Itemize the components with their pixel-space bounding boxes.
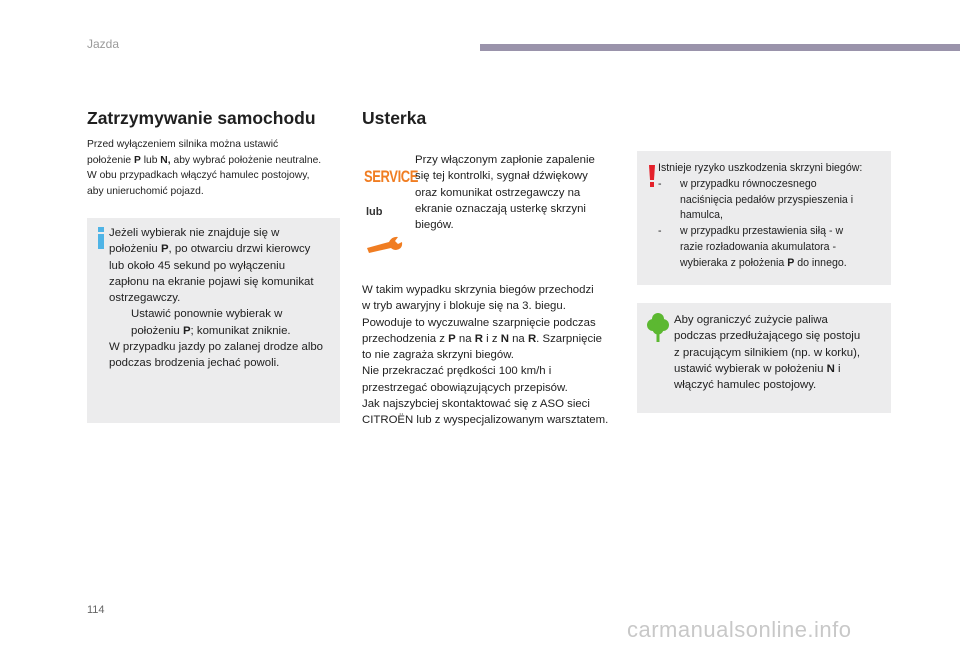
stopping-intro: Przed wyłączeniem silnika można ustawić położenie P lub N, aby wybrać położenie neutralne. W obu przypadkach włączyć hamulec postojowy, aby unieruchomić pojazd. [87,139,322,197]
info-box [87,218,340,423]
fault-lamp-text: Przy włączonym zapłonie zapalenie się tej kontrolki, sygnał dźwiękowy oraz komunikat ostrzegawczy na ekranie oznaczają usterkę skrzyni biegów. [415,154,595,232]
eco-tree-icon [647,312,669,342]
bullet-arrow-icon [109,306,131,339]
or-label: lub [366,206,383,218]
wrench-warning-icon [365,235,407,255]
warning-exclamation-icon [648,165,656,187]
section-bar [480,44,960,51]
service-warning-icon: SERVICE [364,167,419,186]
fault-mode-text: W takim wypadku skrzynia biegów przechodzi w tryb awaryjny i blokuje się na 3. biegu. Powoduje to wyczuwalne szarpnięcie podczas przechodzenia z P na R i z N na R. Szarpnięcie to nie zagraża skrzyni biegów. Nie przekraczać prędkości 100 km/h i przestrzegać obowiązujących przepisów. Jak najszybciej skontaktować się z ASO sieci CITROËN lub z wyspecjalizowanym warsztatem. [362,284,609,427]
eco-text: Aby ograniczyć zużycie paliwa podczas przedłużającego się postoju z pracującym silnikiem (np. w korku), ustawić wybierak w położeniu N i włączyć hamulec postojowy. [674,314,861,392]
page-number: 114 [87,604,105,616]
info-text: Jeżeli wybierak nie znajduje się w położeniu P, po otwarciu drzwi kierowcy lub około 45 sekund po wyłączeniu zapłonu na ekranie pojawi się komunikat ostrzegawczy. Ustawić ponownie wybierak w położeniu P; komunikat zniknie. W przypadku jazdy po zalanej drodze albo podczas brodzenia jechać powoli. [109,225,337,372]
warning-text: Istnieje ryzyko uszkodzenia skrzyni biegów: - w przypadku równoczesnego naciśnięcia pedałów przyspieszenia i hamulca, - w przypadku przestawienia siłą - w razie rozładowania akumulatora - wybieraka z położenia P do innego. [658,162,863,269]
section-heading-stopping: Zatrzymywanie samochodu [87,108,316,128]
info-icon [95,227,107,249]
section-title: Jazda [87,37,120,51]
watermark: carmanualsonline.info [627,617,852,642]
warning-box [637,151,891,285]
section-heading-fault: Usterka [362,108,427,128]
eco-box [637,303,891,413]
info-bullet: Ustawić ponownie wybierak w położeniu P; komunikat zniknie. [109,306,337,339]
